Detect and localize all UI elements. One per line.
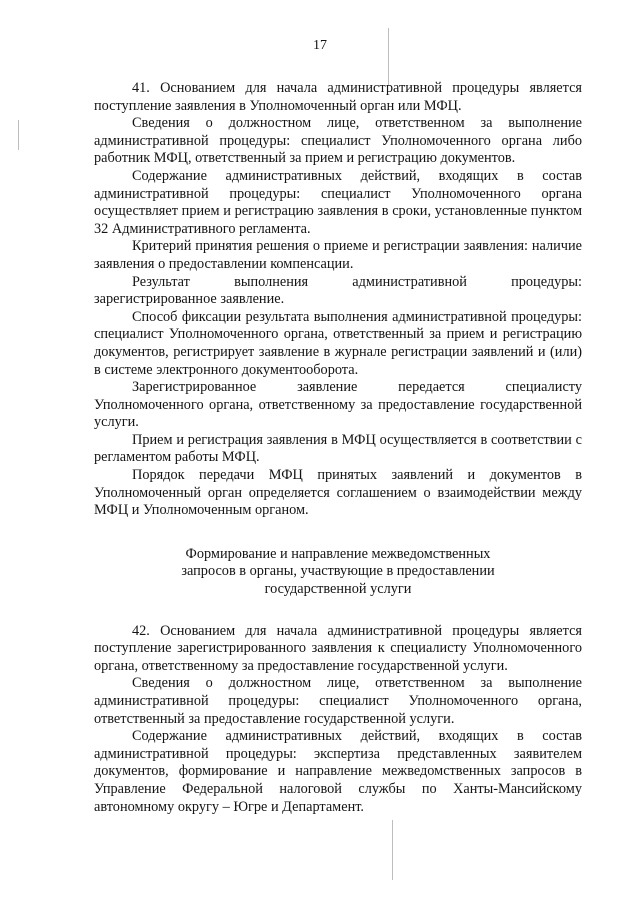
paragraph-mfc-reception: Прием и регистрация заявления в МФЦ осуществляется в соответствии с регламентом работы МФЦ. [94,431,582,466]
paragraph-decision-criterion: Критерий принятия решения о приеме и регистрации заявления: наличие заявления о предоставлении компенсации. [94,238,582,272]
paragraph-responsible-official: Сведения о должностном лице, ответственном за выполнение административной процедуры: специалист Уполномоченного органа либо работник МФЦ, ответственный за прием и регистрацию документов. [94,115,582,167]
section-heading-line: государственной услуги [264,581,412,598]
paragraph-procedure-result: Результат выполнения административной процедуры: зарегистрированное заявление. [94,273,582,308]
paragraph-42: 42. Основанием для начала административной процедуры является поступление зарегистрированного заявления к специалисту Уполномоченного органа, ответственному за предоставление государственной услуги. [94,622,582,674]
paragraph-procedure-content-42: Содержание административных действий, входящих в состав административной процедуры: экспертиза представленных заявителем документов, формирование и направление межведомственных запросов в Управление Федеральной налоговой службы по Ханты-Мансийскому автономному округу – Югре и Департамент. [94,728,582,815]
page-number: 17 [313,38,327,53]
paragraph-mfc-transfer-order: Порядок передачи МФЦ принятых заявлений и документов в Уполномоченный орган определяется соглашением о взаимодействии между МФЦ и Уполномоченным органом. [94,467,582,519]
section-heading-line: запросов в органы, участвующие в предоставлении [181,563,495,580]
paragraph-responsible-official-42: Сведения о должностном лице, ответственном за выполнение административной процедуры: специалист Уполномоченного органа, ответственный за предоставление государственной услуги. [94,675,582,727]
paragraph-procedure-content: Содержание административных действий, входящих в состав административной процедуры: специалист Уполномоченного органа осуществляет прием и регистрацию заявления в сроки, установленные пунктом 32 Административного регламента. [94,167,582,237]
document-body [94,80,582,816]
paragraph-fixation-method: Способ фиксации результата выполнения административной процедуры: специалист Уполномоченного органа, ответственный за прием и регистрацию документов, регистрирует заявление в журнале регистрации заявлений и (или) в системе электронного документооборота. [94,308,582,378]
section-heading-line: Формирование и направление межведомственных [185,545,491,562]
paragraph-41: 41. Основанием для начала административной процедуры является поступление заявления в Уполномоченный орган или МФЦ. [94,80,582,114]
section-heading [94,546,582,599]
paragraph-application-transfer: Зарегистрированное заявление передается специалисту Уполномоченного органа, ответственному за предоставление государственной услуги. [94,379,582,431]
